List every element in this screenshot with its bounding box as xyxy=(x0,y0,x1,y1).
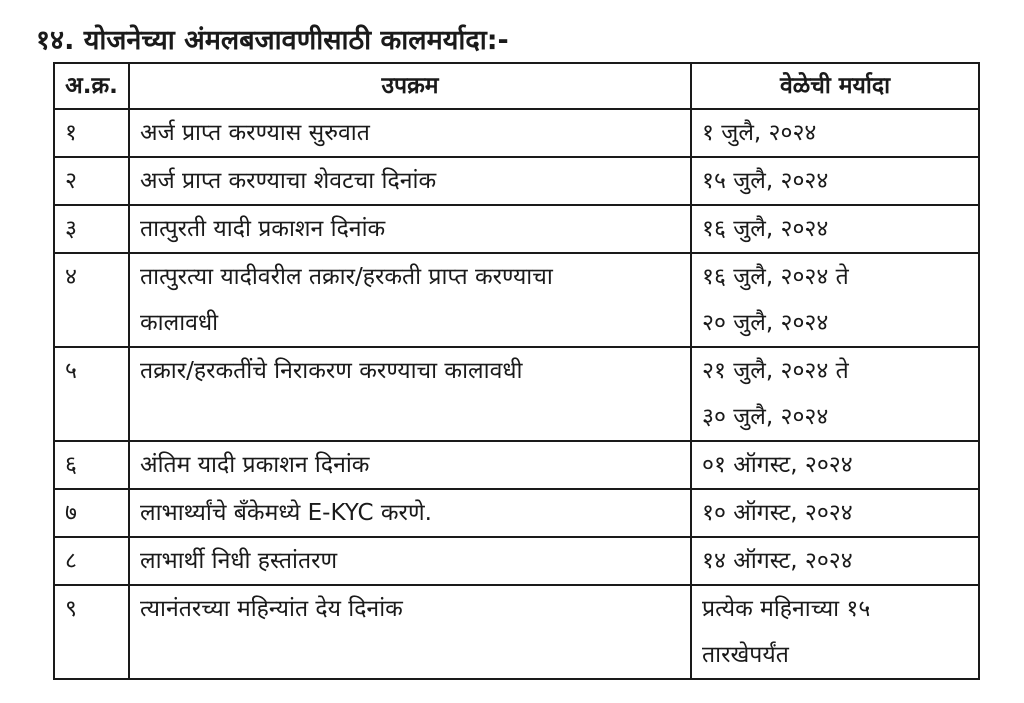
activity-line: लाभार्थ्यांचे बँकेमध्ये E-KYC करणे. xyxy=(140,500,432,526)
row-deadline xyxy=(691,253,979,347)
row-serial: १ xyxy=(54,109,129,157)
table-row xyxy=(54,347,979,441)
row-serial: ९ xyxy=(54,585,129,679)
activity-line: अंतिम यादी प्रकाशन दिनांक xyxy=(140,452,370,478)
deadline-line: १४ ऑगस्ट, २०२४ xyxy=(702,548,853,574)
deadline-line: १५ जुलै, २०२४ xyxy=(702,168,829,194)
table-row xyxy=(54,109,979,157)
table-header-row xyxy=(54,63,979,109)
deadline-line: तारखेपर्यंत xyxy=(702,642,789,668)
table-row xyxy=(54,205,979,253)
row-deadline xyxy=(691,489,979,537)
row-activity xyxy=(129,157,691,205)
activity-line: अर्ज प्राप्त करण्याचा शेवटचा दिनांक xyxy=(140,168,437,194)
table-body xyxy=(54,109,979,679)
table-row xyxy=(54,441,979,489)
row-deadline xyxy=(691,441,979,489)
row-serial: ५ xyxy=(54,347,129,441)
row-activity xyxy=(129,205,691,253)
row-serial: २ xyxy=(54,157,129,205)
activity-line: तात्पुरत्या यादीवरील तक्रार/हरकती प्राप्त करण्याचा xyxy=(140,264,553,290)
row-deadline xyxy=(691,205,979,253)
row-serial: ७ xyxy=(54,489,129,537)
table-row xyxy=(54,157,979,205)
activity-line: अर्ज प्राप्त करण्यास सुरुवात xyxy=(140,120,370,146)
section-heading: १४. योजनेच्या अंमलबजावणीसाठी कालमर्यादा:- xyxy=(36,25,509,56)
table-row xyxy=(54,585,979,679)
row-serial: ८ xyxy=(54,537,129,585)
header-serial: अ.क्र. xyxy=(54,63,129,109)
deadline-line: ३० जुलै, २०२४ xyxy=(702,404,829,430)
deadline-line: २० जुलै, २०२४ xyxy=(702,310,829,336)
implementation-timeline-table xyxy=(53,62,980,680)
row-deadline xyxy=(691,585,979,679)
row-deadline xyxy=(691,537,979,585)
row-deadline xyxy=(691,109,979,157)
row-serial: ४ xyxy=(54,253,129,347)
header-deadline: वेळेची मर्यादा xyxy=(691,63,979,109)
row-activity xyxy=(129,585,691,679)
table-row xyxy=(54,537,979,585)
row-activity xyxy=(129,537,691,585)
table-row xyxy=(54,489,979,537)
row-activity xyxy=(129,489,691,537)
row-activity xyxy=(129,253,691,347)
deadline-line: १० ऑगस्ट, २०२४ xyxy=(702,500,853,526)
activity-line: लाभार्थी निधी हस्तांतरण xyxy=(140,548,338,574)
deadline-line: १ जुलै, २०२४ xyxy=(702,120,817,146)
row-serial: ६ xyxy=(54,441,129,489)
activity-line: कालावधी xyxy=(140,310,219,336)
row-deadline xyxy=(691,347,979,441)
deadline-line: प्रत्येक महिनाच्या १५ xyxy=(702,596,871,622)
activity-line: त्यानंतरच्या महिन्यांत देय दिनांक xyxy=(140,596,403,622)
row-activity xyxy=(129,109,691,157)
header-activity: उपक्रम xyxy=(129,63,691,109)
row-activity xyxy=(129,441,691,489)
row-deadline xyxy=(691,157,979,205)
table-row xyxy=(54,253,979,347)
deadline-line: १६ जुलै, २०२४ xyxy=(702,216,829,242)
deadline-line: ०१ ऑगस्ट, २०२४ xyxy=(702,452,853,478)
row-activity xyxy=(129,347,691,441)
activity-line: तात्पुरती यादी प्रकाशन दिनांक xyxy=(140,216,386,242)
activity-line: तक्रार/हरकतींचे निराकरण करण्याचा कालावधी xyxy=(140,358,523,384)
row-serial: ३ xyxy=(54,205,129,253)
deadline-line: २१ जुलै, २०२४ ते xyxy=(702,358,849,384)
deadline-line: १६ जुलै, २०२४ ते xyxy=(702,264,849,290)
